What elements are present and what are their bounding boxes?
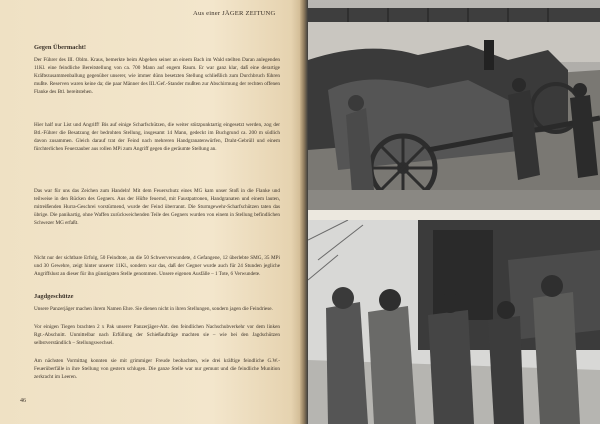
paragraph: Am nächsten Vormittag konnten sie mit grimmiger Freude beobachten, wie drei kräftige feindliche G.W.-Feuerüberfälle in ihre Stellung von gestern schlugen. Die ganze Stelle war nur gemunt und die feindliche Munition zerkracht im Leeren. — [34, 358, 280, 381]
paragraph: Hier half nur List und Angriff! Bis auf einige Scharfschützen, die weiter stützpunktartig eingesetzt werden, zog der Btl.-Führer die Besatzung der bedrohten Stellung, insgesamt 14 Mann, gedeckt im Buchgrund ca. 200 m südlich davon zusammen. Gleich darauf trat der Feind nach mehreren Handgranatenwürfen, Draht-Gebrüll und einem fürchterlichen Feuerzauber aus rollen MPi zum Angriff gegen die geräumte Stellung an. — [34, 122, 280, 153]
section-title-jagdgeschuetze: Jagdgeschütze — [34, 293, 74, 300]
soldiers-loading-truck-photo — [308, 220, 600, 424]
page-number: 46 — [20, 398, 26, 404]
book-gutter — [300, 0, 308, 424]
paragraph: Nicht nur der sichtbare Erfolg, 50 Feindtote, an die 50 Schwerverwundete, 4 Gefangene, 12 überlebte SMG, 35 MPi und 30 Gewehre, zeigt hinter unserer 11Kl., sondern war das, daß der Gegner wurde auch für 24 Stunden jegliche Angriffslust an dieser für ihn günstigsten Stelle genommen. Unsere eigenen Ausfälle – 1 Tote, 6 Verwundete. — [34, 255, 280, 278]
right-page — [308, 0, 600, 424]
running-head: Aus einer JÄGER ZEITUNG — [193, 10, 276, 17]
paragraph: Der Führer des III. Oblm. Kraus, bemerkte beim Abgehen seiner an einem Bach im Wald stellten Daran anlegenden 11Kl. eine feindliche Bereitstellung von ca. 700 Mann auf engem Raum. Er war ganz klar, daß eine derartige Kräftezusammenballung gegenüber unserer, wie immer dünn besetzten Stellung schließlich zum Durchbruch führen mußte. Reserven waren keine da; die paar Männer des III./Gef.-Stander mußten zur Abschirmung der rechten offenen Flanke des Btl. bereitstehen. — [34, 57, 280, 96]
paragraph: Unsere Panzerjäger machen ihrem Namen Ehre. Sie dienen nicht in ihren Stellungen, sondern jagen die Feindriese. — [34, 306, 273, 312]
paragraph: Vor einigen Tiegen brachten 2 x Pak unserer Panzerjäger-Abt. den feindlichen Nachschubverkehr vor dem linken Rgt.-Abschnitt. Unmittelbar nach Erfüllung der Schießaufträge machten sie – wie bei den Jagdschützen selbstverständlich – Stellungswechsel. — [34, 324, 280, 347]
photo-separator — [308, 210, 600, 220]
section-title-gegen-uebermacht: Gegen Übermacht! — [34, 44, 86, 51]
soldiers-hauling-field-gun-photo — [308, 0, 600, 210]
paragraph: Das war für uns das Zeichen zum Handeln! Mit dem Feuerschutz eines MG kam unser Stoß in die Flanke und teilweise in den Rücken des Gegners. Aus der Hüfte feuernd, mit Faustpatronen, Handgranaten und einem lauten, mitreißenden Hurra-Geschrei vorstürmend, wurde der Feind überrannt. Die Sturmgewehr-Scharfschützen taten das übrige. Die panikartig, ohne Waffen zurückweichenden Teile des Gegners wurden von einem in Stellung befindlichen Schwezer MG erfaßt. — [34, 188, 280, 227]
